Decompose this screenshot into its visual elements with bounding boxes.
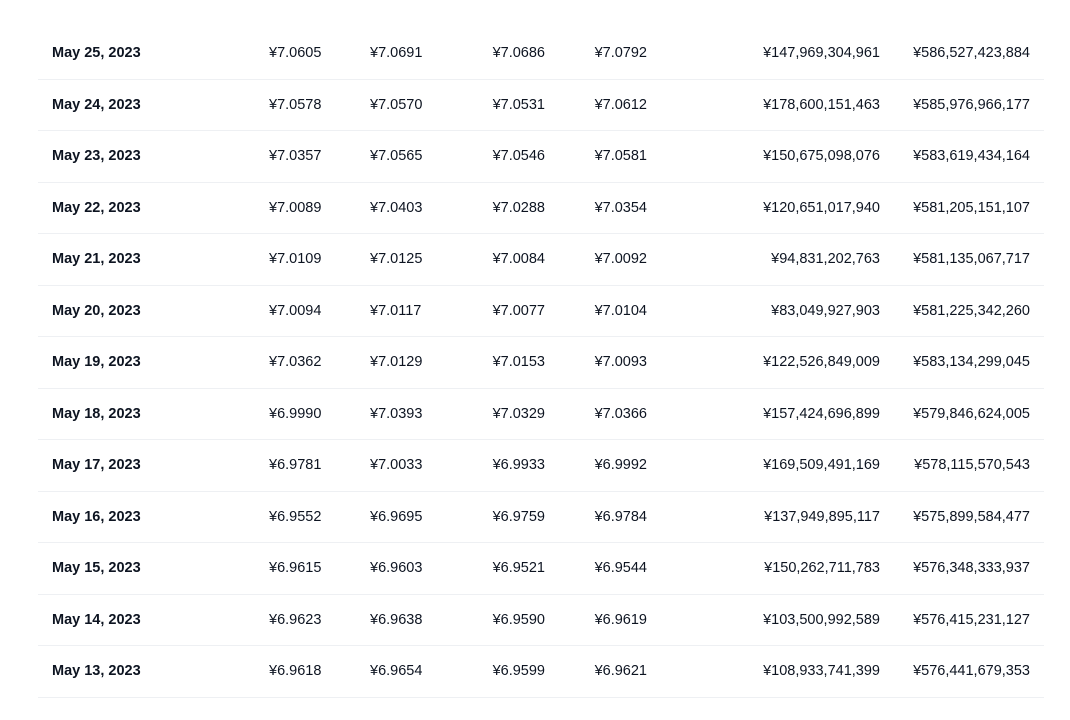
date-cell: May 14, 2023	[52, 611, 141, 628]
low-cell: ¥7.0531	[492, 96, 545, 113]
low-cell: ¥6.9933	[492, 457, 545, 473]
market-cap-cell: ¥579,846,624,005	[913, 405, 1030, 422]
table-row	[38, 337, 1044, 389]
high-cell: ¥7.0129	[370, 354, 423, 370]
high-cell: ¥7.0403	[370, 199, 423, 216]
volume-cell: ¥150,675,098,076	[763, 148, 880, 164]
volume-cell: ¥83,049,927,903	[771, 302, 880, 319]
market-cap-cell: ¥586,527,423,884	[913, 45, 1030, 61]
low-cell: ¥6.9590	[492, 611, 545, 628]
low-cell: ¥7.0077	[492, 302, 545, 319]
high-cell: ¥7.0033	[370, 457, 423, 473]
volume-cell: ¥178,600,151,463	[763, 96, 880, 113]
close-cell: ¥7.0792	[594, 45, 647, 61]
open-cell: ¥7.0605	[269, 45, 322, 61]
high-cell: ¥7.0125	[370, 251, 423, 267]
table-row	[38, 28, 1044, 80]
table-row	[38, 183, 1044, 235]
high-cell: ¥7.0117	[370, 302, 422, 319]
high-cell: ¥6.9654	[370, 663, 423, 679]
open-cell: ¥7.0089	[269, 199, 322, 216]
market-cap-cell: ¥576,348,333,937	[913, 560, 1030, 576]
close-cell: ¥7.0354	[594, 199, 647, 216]
volume-cell: ¥137,949,895,117	[764, 508, 880, 525]
low-cell: ¥7.0329	[492, 405, 545, 422]
low-cell: ¥6.9521	[492, 560, 545, 576]
table-row	[38, 543, 1044, 595]
date-cell: May 21, 2023	[52, 251, 141, 267]
table-row	[38, 286, 1044, 338]
close-cell: ¥6.9621	[594, 663, 647, 679]
open-cell: ¥6.9552	[269, 508, 322, 525]
volume-cell: ¥103,500,992,589	[763, 611, 880, 628]
volume-cell: ¥157,424,696,899	[763, 405, 880, 422]
date-cell: May 22, 2023	[52, 199, 141, 216]
date-cell: May 20, 2023	[52, 302, 141, 319]
date-cell: May 19, 2023	[52, 354, 141, 370]
date-cell: May 25, 2023	[52, 45, 141, 61]
market-cap-cell: ¥581,205,151,107	[913, 199, 1030, 216]
open-cell: ¥7.0357	[269, 148, 322, 164]
volume-cell: ¥108,933,741,399	[763, 663, 880, 679]
low-cell: ¥7.0288	[492, 199, 545, 216]
table-row	[38, 440, 1044, 492]
close-cell: ¥7.0612	[594, 96, 647, 113]
volume-cell: ¥169,509,491,169	[763, 457, 880, 473]
open-cell: ¥7.0109	[269, 251, 322, 267]
low-cell: ¥7.0546	[492, 148, 545, 164]
high-cell: ¥6.9638	[370, 611, 423, 628]
historical-data-table	[38, 28, 1044, 698]
high-cell: ¥6.9603	[370, 560, 423, 576]
volume-cell: ¥147,969,304,961	[763, 45, 880, 61]
open-cell: ¥7.0578	[269, 96, 322, 113]
open-cell: ¥7.0094	[269, 302, 322, 319]
market-cap-cell: ¥578,115,570,543	[914, 457, 1030, 473]
market-cap-cell: ¥583,134,299,045	[913, 354, 1030, 370]
table-row	[38, 389, 1044, 441]
market-cap-cell: ¥576,415,231,127	[913, 611, 1030, 628]
low-cell: ¥7.0153	[492, 354, 545, 370]
market-cap-cell: ¥576,441,679,353	[913, 663, 1030, 679]
market-cap-cell: ¥585,976,966,177	[913, 96, 1030, 113]
close-cell: ¥6.9992	[594, 457, 647, 473]
open-cell: ¥7.0362	[269, 354, 322, 370]
open-cell: ¥6.9615	[269, 560, 322, 576]
table-row	[38, 646, 1044, 698]
low-cell: ¥7.0686	[492, 45, 545, 61]
date-cell: May 18, 2023	[52, 405, 141, 422]
close-cell: ¥7.0366	[594, 405, 647, 422]
table-row	[38, 234, 1044, 286]
table-row	[38, 80, 1044, 132]
table-row	[38, 492, 1044, 544]
low-cell: ¥7.0084	[492, 251, 545, 267]
close-cell: ¥7.0104	[594, 302, 647, 319]
date-cell: May 17, 2023	[52, 457, 141, 473]
close-cell: ¥6.9784	[594, 508, 647, 525]
volume-cell: ¥94,831,202,763	[771, 251, 880, 267]
market-cap-cell: ¥583,619,434,164	[913, 148, 1030, 164]
high-cell: ¥7.0691	[370, 45, 423, 61]
date-cell: May 23, 2023	[52, 148, 141, 164]
open-cell: ¥6.9623	[269, 611, 322, 628]
date-cell: May 24, 2023	[52, 96, 141, 113]
date-cell: May 16, 2023	[52, 508, 141, 525]
market-cap-cell: ¥581,135,067,717	[913, 251, 1030, 267]
close-cell: ¥7.0581	[594, 148, 647, 164]
table-row	[38, 595, 1044, 647]
high-cell: ¥7.0393	[370, 405, 423, 422]
close-cell: ¥7.0092	[594, 251, 647, 267]
market-cap-cell: ¥581,225,342,260	[913, 302, 1030, 319]
market-cap-cell: ¥575,899,584,477	[913, 508, 1030, 525]
close-cell: ¥6.9544	[594, 560, 647, 576]
low-cell: ¥6.9599	[492, 663, 545, 679]
close-cell: ¥7.0093	[594, 354, 647, 370]
open-cell: ¥6.9618	[269, 663, 322, 679]
low-cell: ¥6.9759	[492, 508, 545, 525]
table-row	[38, 131, 1044, 183]
open-cell: ¥6.9990	[269, 405, 322, 422]
open-cell: ¥6.9781	[269, 457, 322, 473]
date-cell: May 13, 2023	[52, 663, 141, 679]
high-cell: ¥7.0565	[370, 148, 423, 164]
high-cell: ¥7.0570	[370, 96, 423, 113]
date-cell: May 15, 2023	[52, 560, 141, 576]
volume-cell: ¥122,526,849,009	[763, 354, 880, 370]
close-cell: ¥6.9619	[594, 611, 647, 628]
volume-cell: ¥150,262,711,783	[764, 560, 880, 576]
high-cell: ¥6.9695	[370, 508, 423, 525]
volume-cell: ¥120,651,017,940	[763, 199, 880, 216]
